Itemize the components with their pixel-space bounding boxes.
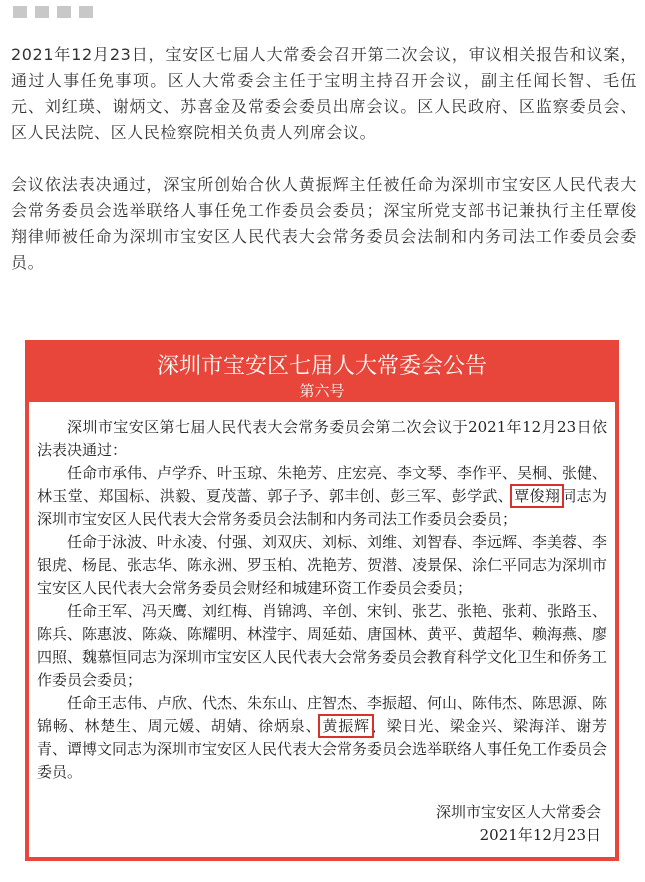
issue-date: 2021年12月23日: [479, 826, 601, 844]
dot-icon: [13, 6, 27, 18]
highlighted-name: 覃俊翔: [514, 487, 561, 505]
decorative-dots: [13, 6, 93, 18]
article-paragraph-1: 2021年12月23日，宝安区七届人大常委会召开第二次会议，审议相关报告和议案，通过人事任免事项。区人大常委会主任于宝明主持召开会议，副主任闻长智、毛伍元、刘红瑛、谢炳文、苏喜金及常委会委员出席会议。区人民政府、区监察委员会、区人民法院、区人民检察院相关负责人列席会议。: [11, 45, 637, 142]
highlighted-name: 黄振辉: [322, 717, 370, 735]
announcement-title: 深圳市宝安区七届人大常委会公告: [156, 354, 487, 379]
announcement-body: [29, 402, 615, 857]
announcement-number: 第六号: [299, 382, 345, 400]
appointment-text: 同志为深圳市宝安区人民代表大会常务委员会法制和内务司法工作委员会委员；: [37, 487, 607, 528]
announcement-intro: 深圳市宝安区第七届人民代表大会常务委员会第二次会议于2021年12月23日依法表决通过：: [37, 418, 607, 459]
announcement-image: [25, 340, 619, 861]
dot-icon: [35, 6, 49, 18]
issuer-name: 深圳市宝安区人大常委会: [435, 803, 601, 821]
announcement-signature-block: [436, 801, 601, 847]
appointment-item-2: 任命于泳波、叶永凌、付强、刘双庆、刘标、刘维、刘智春、李远辉、李美蓉、李银虎、杨昆、张志华、陈永洲、罗玉柏、冼艳芳、贺潜、凌景保、涂仁平同志为深圳市宝安区人民代表大会常务委员会财经和城建环资工作委员会委员；: [37, 533, 608, 597]
appointment-item-4: [37, 692, 607, 784]
article-body: [11, 42, 637, 302]
dot-icon: [57, 6, 71, 18]
appointment-item-1: [37, 462, 607, 531]
appointment-text: 任命市承伟、卢学乔、叶玉琼、朱艳芳、庄宏亮、李文琴、李作平、吴桐、张健、林玉堂、郑国标、洪毅、夏茂蔷、郭子予、郭丰创、彭三军、彭学武、: [37, 464, 608, 505]
appointment-text: 任命王志伟、卢欣、代杰、朱东山、庄智杰、李振超、何山、陈伟杰、陈思源、陈锦畅、林楚生、周元媛、胡婧、徐炳泉、: [37, 694, 608, 735]
dot-icon: [79, 6, 93, 18]
appointment-item-3: 任命王军、冯天鹰、刘红梅、肖锦鸿、辛创、宋钊、张艺、张艳、张莉、张路玉、陈兵、陈惠波、陈焱、陈耀明、林滢宇、周延茹、唐国林、黄平、黄超华、赖海燕、廖四照、魏慕恒同志为深圳市宝安区人民代表大会常务委员会教育科学文化卫生和侨务工作委员会委员；: [37, 602, 608, 689]
appointment-text: 、梁日光、梁金兴、梁海洋、谢芳青、谭博文同志为深圳市宝安区人民代表大会常务委员会选举联络人事任免工作委员会委员。: [37, 717, 608, 781]
announcement-header: [29, 344, 615, 402]
article-paragraph-2: 会议依法表决通过，深宝所创始合伙人黄振辉主任被任命为深圳市宝安区人民代表大会常务委员会选举联络人事任免工作委员会委员；深宝所党支部书记兼执行主任覃俊翔律师被任命为深圳市宝安区人民代表大会常务委员会法制和内务司法工作委员会委员。: [11, 175, 637, 272]
